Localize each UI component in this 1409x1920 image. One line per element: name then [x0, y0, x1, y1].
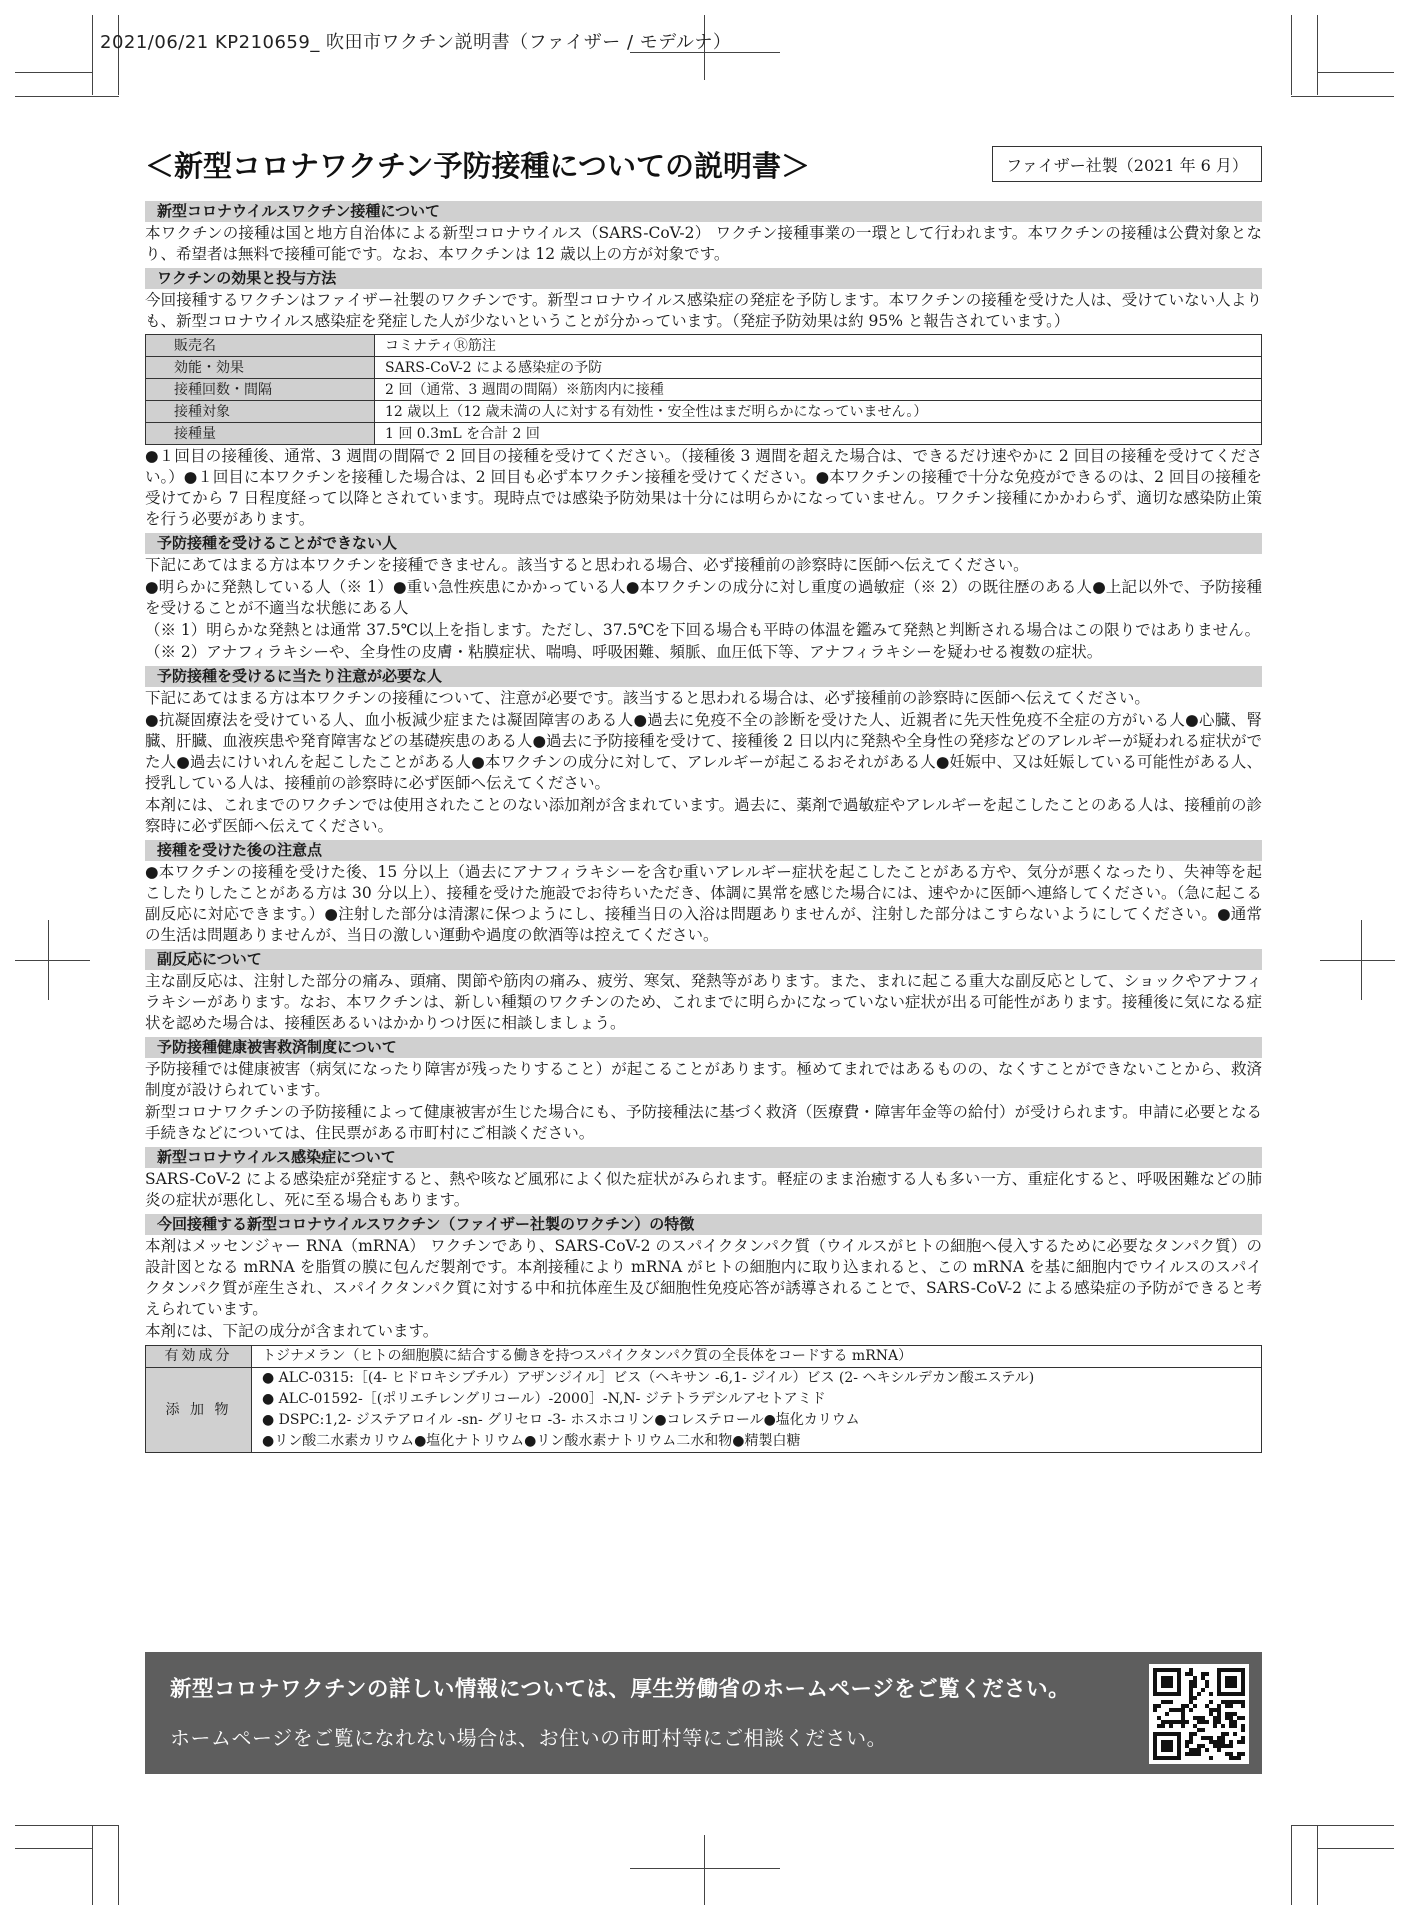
additive-list	[252, 1368, 1262, 1453]
section-heading-features: 今回接種する新型コロナウイルスワクチン（ファイザー社製のワクチン）の特徴	[145, 1214, 1262, 1235]
active-ingredient-value: トジナメラン（ヒトの細胞膜に結合する働きを持つスパイクタンパク質の全長体をコードする mRNA）	[252, 1346, 1262, 1368]
banner-sub-text: ホームページをご覧になれない場合は、お住いの市町村等にご相談ください。	[170, 1726, 888, 1750]
spec-value: SARS-CoV-2 による感染症の予防	[375, 357, 1262, 379]
ingredient-table	[145, 1345, 1262, 1453]
qr-code-icon[interactable]	[1149, 1664, 1249, 1764]
table-row	[146, 379, 1262, 401]
table-row	[146, 1368, 1262, 1453]
spec-value: 12 歳以上（12 歳未満の人に対する有効性・安全性はまだ明らかになっていません。）	[375, 401, 1262, 423]
maker-badge: ファイザー社製（2021 年 6 月）	[992, 146, 1262, 182]
section-heading-relief: 予防接種健康被害救済制度について	[145, 1037, 1262, 1058]
document-title: ＜新型コロナワクチン予防接種についての説明書＞	[145, 149, 810, 183]
section-text-caution-additives: 本剤には、これまでのワクチンでは使用されたことのない添加剤が含まれています。過去に、薬剤で過敏症やアレルギーを起こしたことのある人は、接種前の診察時に必ず医師へ伝えてください。	[145, 796, 1262, 835]
spec-key: 接種対象	[146, 401, 375, 423]
additive-item: ●リン酸二水素カリウム●塩化ナトリウム●リン酸水素ナトリウム二水和物●精製白糖	[262, 1433, 801, 1449]
table-row	[146, 401, 1262, 423]
spec-key: 接種回数・間隔	[146, 379, 375, 401]
banner-main-text: 新型コロナワクチンの詳しい情報については、厚生労働省のホームページをご覧ください。	[170, 1677, 1071, 1702]
section-text-relief-2: 新型コロナワクチンの予防接種によって健康被害が生じた場合にも、予防接種法に基づく救済（医療費・障害年金等の給付）が受けられます。申請に必要となる手続きなどについては、住民票がある市町村にご相談ください。	[145, 1103, 1262, 1142]
additive-label: 添 加 物	[146, 1368, 252, 1453]
section-heading-side-effects: 副反応について	[145, 949, 1262, 970]
spec-key: 販売名	[146, 335, 375, 357]
spec-key: 効能・効果	[146, 357, 375, 379]
section-heading-after: 接種を受けた後の注意点	[145, 840, 1262, 861]
print-header: 2021/06/21 KP210659_ 吹田市ワクチン説明書（ファイザー / モデルナ）	[100, 32, 732, 53]
additive-item: ● ALC-0315:［(4- ヒドロキシブチル）アザンジイル］ビス（ヘキサン -6,1- ジイル）ビス (2- ヘキシルデカン酸エステル)	[262, 1370, 1035, 1386]
table-row	[146, 1346, 1262, 1368]
section-note-effect: ●１回目の接種後、通常、3 週間の間隔で 2 回目の接種を受けてください。（接種後 3 週間を超えた場合は、できるだけ速やかに 2 回目の接種を受けてください。）●１回目に本ワクチンを接種した場合は、2 回目も必ず本ワクチン接種を受けてください。●本ワクチンの接種で十分な免疫ができるのは、2 回目の接種を受けてから 7 日程度経って以降とされています。現時点では感染予防効果は十分には明らかになっていません。ワクチン接種にかかわらず、適切な感染防止策を行う必要があります。	[145, 447, 1262, 528]
additive-item: ● DSPC:1,2- ジステアロイル -sn- グリセロ -3- ホスホコリン●コレステロール●塩化カリウム	[262, 1412, 860, 1428]
spec-key: 接種量	[146, 423, 375, 445]
section-text-caution-list: ●抗凝固療法を受けている人、血小板減少症または凝固障害のある人●過去に免疫不全の診断を受けた人、近親者に先天性免疫不全症の方がいる人●心臓、腎臓、肝臓、血液疾患や発育障害などの基礎疾患のある人●過去に予防接種を受けて、接種後 2 日以内に発熱や全身性の発疹などのアレルギーが疑われる症状がでた人●過去にけいれんを起こしたことがある人●本ワクチンの成分に対して、アレルギーが起こるおそれがある人●妊娠中、又は妊娠している可能性がある人、授乳している人は、接種前の診察時に必ず医師へ伝えてください。	[145, 711, 1262, 792]
section-heading-disease: 新型コロナウイルス感染症について	[145, 1147, 1262, 1168]
section-heading-cannot-receive: 予防接種を受けることができない人	[145, 533, 1262, 554]
vaccine-spec-table	[145, 334, 1262, 445]
section-heading-caution: 予防接種を受けるに当たり注意が必要な人	[145, 666, 1262, 687]
footnote-2: （※ 2）アナフィラキシーや、全身性の皮膚・粘膜症状、喘鳴、呼吸困難、頻脈、血圧低下等、アナフィラキシーを疑わせる複数の症状。	[145, 643, 1103, 661]
document-body	[145, 198, 1262, 1453]
table-row	[146, 357, 1262, 379]
section-text-after: ●本ワクチンの接種を受けた後、15 分以上（過去にアナフィラキシーを含む重いアレルギー症状を起こしたことがある方や、気分が悪くなったり、失神等を起こしたりしたことがある方は 30 分以上）、接種を受けた施設でお待ちいただき、体調に異常を感じた場合には、速やかに医師へ連絡してください。（急に起こる副反応に対応できます。）●注射した部分は清潔に保つようにし、接種当日の入浴は問題ありませんが、注射した部分はこすらないようにしてください。●通常の生活は問題ありませんが、当日の激しい運動や過度の飲酒等は控えてください。	[145, 863, 1262, 944]
spec-value: 2 回（通常、3 週間の間隔）※筋肉内に接種	[375, 379, 1262, 401]
section-text-cannot-receive: 下記にあてはまる方は本ワクチンを接種できません。該当すると思われる場合、必ず接種前の診察時に医師へ伝えてください。	[145, 556, 1029, 574]
section-text-relief: 予防接種では健康被害（病気になったり障害が残ったりすること）が起こることがあります。極めてまれではあるものの、なくすことができないことから、救済制度が設けられています。	[145, 1060, 1262, 1099]
section-heading-vaccination: 新型コロナウイルスワクチン接種について	[145, 201, 1262, 222]
spec-value: コミナティⓇ筋注	[375, 335, 1262, 357]
section-text-caution: 下記にあてはまる方は本ワクチンの接種について、注意が必要です。該当すると思われる場合は、必ず接種前の診察時に医師へ伝えてください。	[145, 689, 1150, 707]
section-text-ingredients: 本剤には、下記の成分が含まれています。	[145, 1322, 439, 1340]
additive-item: ● ALC-01592-［(ポリエチレングリコール）-2000］-N,N- ジテトラデシルアセトアミド	[262, 1391, 826, 1407]
section-text-cannot-receive-list: ●明らかに発熱している人（※ 1）●重い急性疾患にかかっている人●本ワクチンの成分に対し重度の過敏症（※ 2）の既往歴のある人●上記以外で、予防接種を受けることが不適当な状態にある人	[145, 578, 1262, 617]
footnote-1: （※ 1）明らかな発熱とは通常 37.5℃以上を指します。ただし、37.5℃を下回る場合も平時の体温を鑑みて発熱と判断される場合はこの限りではありません。	[145, 621, 1261, 639]
info-banner	[145, 1652, 1262, 1774]
table-row	[146, 423, 1262, 445]
section-text-vaccination: 本ワクチンの接種は国と地方自治体による新型コロナウイルス（SARS-CoV-2） ワクチン接種事業の一環として行われます。本ワクチンの接種は公費対象となり、希望者は無料で接種可能です。なお、本ワクチンは 12 歳以上の方が対象です。	[145, 224, 1262, 263]
section-text-disease: SARS-CoV-2 による感染症が発症すると、熱や咳など風邪によく似た症状がみられます。軽症のまま治癒する人も多い一方、重症化すると、呼吸困難などの肺炎の症状が悪化し、死に至る場合もあります。	[145, 1170, 1262, 1209]
active-ingredient-label: 有効成分	[146, 1346, 252, 1368]
section-heading-effect: ワクチンの効果と投与方法	[145, 268, 1262, 289]
section-text-effect: 今回接種するワクチンはファイザー社製のワクチンです。新型コロナウイルス感染症の発症を予防します。本ワクチンの接種を受けた人は、受けていない人よりも、新型コロナウイルス感染症を発症した人が少ないということが分かっています。（発症予防効果は約 95% と報告されています。）	[145, 291, 1262, 330]
spec-value: 1 回 0.3mL を合計 2 回	[375, 423, 1262, 445]
section-text-side-effects: 主な副反応は、注射した部分の痛み、頭痛、関節や筋肉の痛み、疲労、寒気、発熱等があります。また、まれに起こる重大な副反応として、ショックやアナフィラキシーがあります。なお、本ワクチンは、新しい種類のワクチンのため、これまでに明らかになっていない症状が出る可能性があります。接種後に気になる症状を認めた場合は、接種医あるいはかかりつけ医に相談しましょう。	[145, 972, 1262, 1032]
section-text-features: 本剤はメッセンジャー RNA（mRNA） ワクチンであり、SARS-CoV-2 のスパイクタンパク質（ウイルスがヒトの細胞へ侵入するために必要なタンパク質）の設計図となる mRNA を脂質の膜に包んだ製剤です。本剤接種により mRNA がヒトの細胞内に取り込まれると、この mRNA を基に細胞内でウイルスのスパイクタンパク質が産生され、スパイクタンパク質に対する中和抗体産生及び細胞性免疫応答が誘導されることで、SARS-CoV-2 による感染症の予防ができると考えられています。	[145, 1237, 1262, 1318]
table-row	[146, 335, 1262, 357]
